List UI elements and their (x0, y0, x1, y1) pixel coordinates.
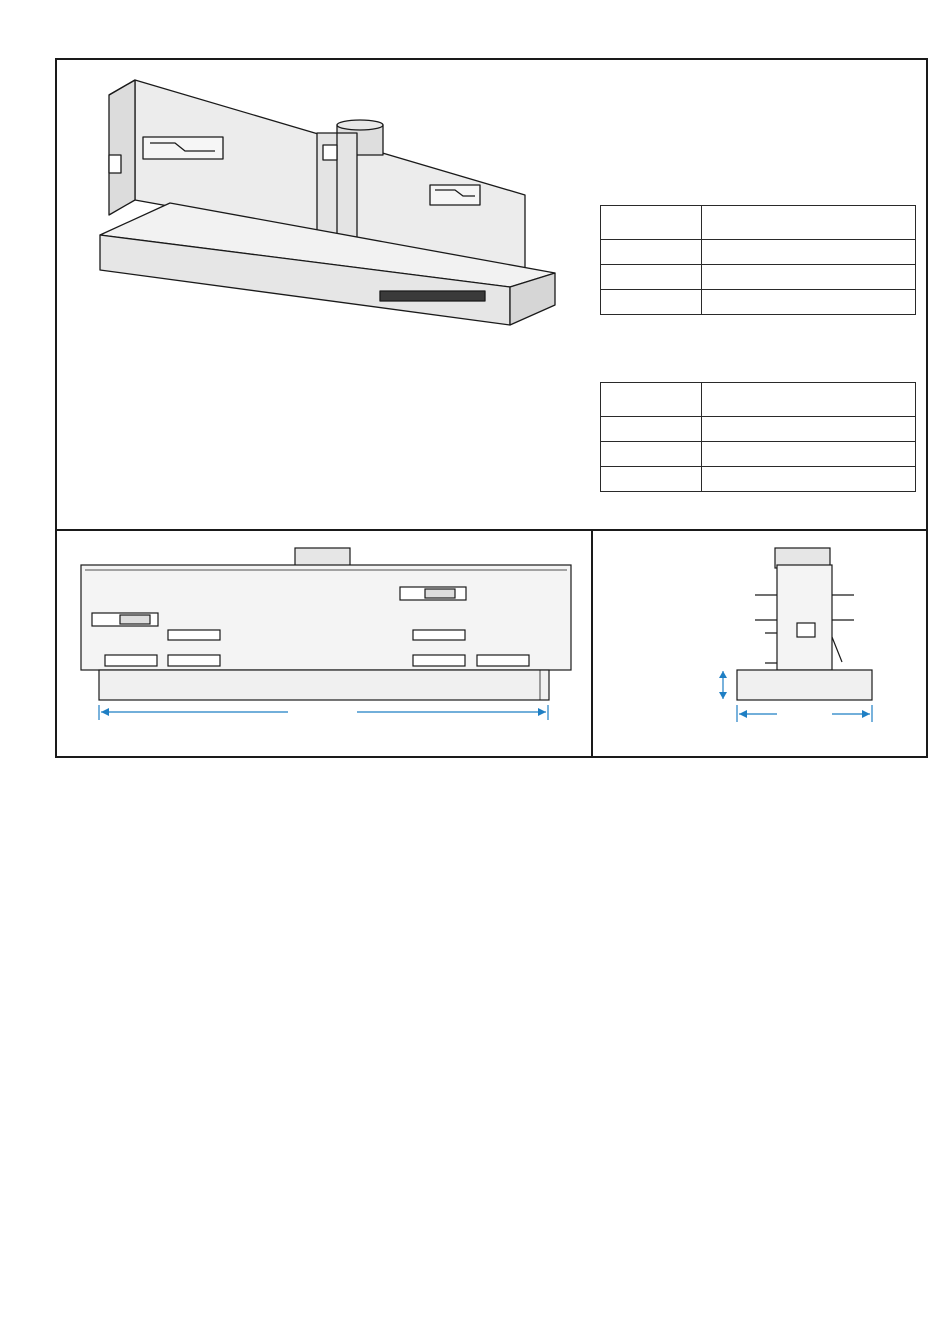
spec-bottom-row-2-value (702, 442, 916, 467)
spec-bottom-header-key (601, 383, 702, 417)
latch-slot-left (143, 137, 223, 159)
spec-bottom-row-1-key (601, 417, 702, 442)
spec-bottom-row-1-value (702, 417, 916, 442)
side-base-tray (737, 670, 872, 700)
front-base-tray (99, 670, 549, 700)
panel-divider-horizontal (55, 529, 928, 531)
spec-top-row-1-key (601, 240, 702, 265)
spec-table-bottom (600, 382, 916, 492)
spec-top-row-2-key (601, 265, 702, 290)
latch-slot-right (430, 185, 480, 205)
perspective-view (95, 75, 565, 335)
side-view (705, 545, 905, 745)
spec-bottom-row-3-key (601, 467, 702, 492)
panel-divider-vertical (591, 530, 593, 758)
front-width-dimension (99, 705, 548, 720)
side-width-dimension (737, 705, 872, 722)
spec-top-row-2-value (702, 265, 916, 290)
side-upper-body (777, 565, 832, 670)
spec-top-header-value (702, 206, 916, 240)
spec-bottom-row-2-key (601, 442, 702, 467)
spec-bottom-row-3-value (702, 467, 916, 492)
spec-top-row-3-key (601, 290, 702, 315)
spec-top-row-1-value (702, 240, 916, 265)
side-height-dimension (719, 671, 727, 699)
spec-top-row-3-value (702, 290, 916, 315)
front-view (75, 545, 575, 745)
upper-body-side (109, 80, 135, 215)
spec-bottom-header-value (702, 383, 916, 417)
spec-table-top (600, 205, 916, 315)
vent-grille (380, 291, 485, 301)
spec-top-header-key (601, 206, 702, 240)
